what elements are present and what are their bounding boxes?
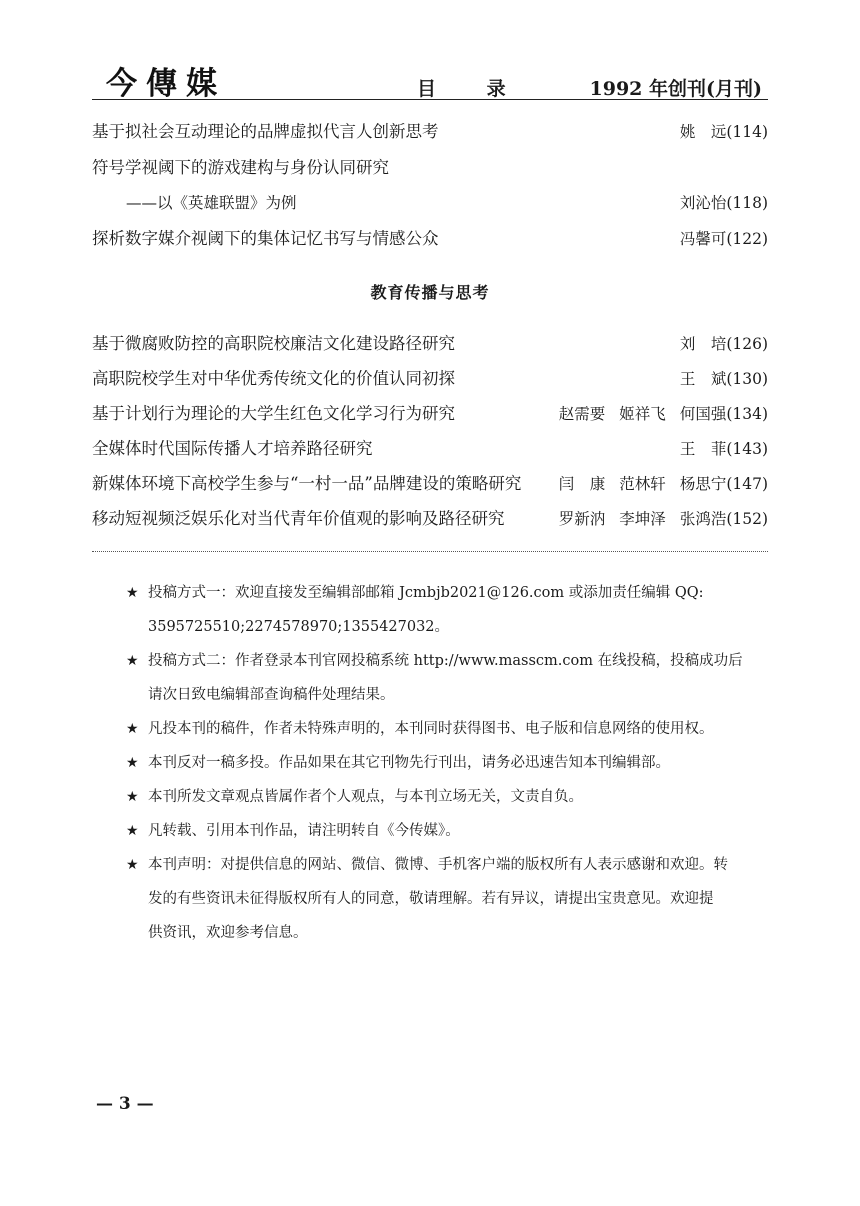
toc-entry-title: 移动短视频泛娱乐化对当代青年价值观的影响及路径研究: [92, 509, 505, 528]
toc-entry-author: 赵需要: [558, 405, 606, 423]
note-line: 本刊反对一稿多投。作品如果在其它刊物先行刊出，请务必迅速告知本刊编辑部。: [148, 755, 670, 771]
toc-entry-authors: [545, 472, 768, 496]
toc-entry-title: 新媒体环境下高校学生参与“一村一品”品牌建设的策略研究: [92, 474, 522, 493]
toc-entry-title: 符号学视阈下的游戏建构与身份认同研究: [92, 157, 389, 177]
toc-entry-author: 冯馨可(122): [679, 229, 768, 248]
note-item: [126, 712, 746, 746]
note-item: [126, 780, 746, 814]
page-header: [92, 58, 768, 102]
note-item: [126, 746, 746, 780]
toc-entry-title: 高职院校学生对中华优秀传统文化的价值认同初探: [92, 369, 455, 388]
toc-entry-authors: [666, 120, 768, 144]
toc-entry-title: 基于微腐败防控的高职院校廉洁文化建设路径研究: [92, 334, 455, 353]
star-icon: ★: [126, 857, 139, 873]
toc-entry: [92, 332, 768, 356]
toc-entry-title: 基于拟社会互动理论的品牌虚拟代言人创新思考: [92, 122, 439, 141]
note-item: [126, 848, 746, 950]
note-item: [126, 814, 746, 848]
toc-entry-title: 基于计划行为理论的大学生红色文化学习行为研究: [92, 404, 455, 423]
star-icon: ★: [126, 585, 139, 601]
toc-entry-authors: [545, 507, 768, 531]
toc-entry-authors: [666, 437, 768, 461]
toc-entry-author: 姚 远(114): [679, 123, 768, 141]
note-line: 本刊所发文章观点皆属作者个人观点，与本刊立场无关，文责自负。: [148, 789, 583, 805]
toc-entry: [92, 402, 768, 426]
note-item: [126, 576, 746, 644]
toc-entry-authors: [666, 367, 768, 391]
toc-entry-author: 杨思宁(147): [679, 475, 768, 493]
toc-entry: [92, 191, 768, 215]
toc-entry: [92, 120, 768, 144]
note-line: 凡转载、引用本刊作品，请注明转自《今传媒》。: [148, 823, 460, 839]
star-icon: ★: [126, 789, 139, 805]
toc-entry-author: 李坤泽: [619, 510, 666, 528]
toc-entry-title: 全媒体时代国际传播人才培养路径研究: [92, 439, 373, 458]
dotted-divider: [92, 551, 768, 552]
section-heading: 教育传播与思考: [370, 283, 490, 302]
note-item: [126, 644, 746, 712]
toc-entry-author: 张鸿浩(152): [679, 510, 768, 528]
toc-entry-author: 王 菲(143): [679, 440, 768, 458]
note-line: 3595725510;2274578970;1355427032。: [148, 619, 450, 635]
toc-entry-author: 姬祥飞: [619, 405, 666, 423]
note-line: 投稿方式一：欢迎直接发至编辑部邮箱 Jcmbjb2021@126.com 或添加责任编辑 QQ:: [148, 585, 704, 601]
star-icon: ★: [126, 653, 139, 669]
toc-entry-author: 罗新汭: [558, 510, 606, 528]
page-number: — 3 —: [96, 1094, 154, 1114]
toc-entry-author: 王 斌(130): [679, 370, 768, 388]
toc-entry-author: 范林轩: [619, 475, 666, 493]
toc-entry: [92, 367, 768, 391]
submission-notes: [126, 576, 746, 950]
toc-entry-authors: [666, 227, 768, 251]
toc-entry: [92, 227, 768, 251]
toc-entry: [92, 437, 768, 461]
note-line: 投稿方式二：作者登录本刊官网投稿系统 http://www.masscm.com 在线投稿，投稿成功后: [148, 653, 743, 669]
note-line: 本刊声明：对提供信息的网站、微信、微博、手机客户端的版权所有人表示感谢和欢迎。转: [148, 857, 728, 873]
toc-entry-authors: [666, 332, 768, 356]
star-icon: ★: [126, 755, 139, 771]
star-icon: ★: [126, 721, 139, 737]
journal-logo: 今傳媒: [106, 66, 226, 102]
note-line: 供资讯，欢迎参考信息。: [148, 925, 308, 941]
toc-entry-authors: [666, 191, 768, 215]
founded-note: 1992 年创刊(月刊): [589, 78, 762, 100]
note-line: 请次日致电编辑部查询稿件处理结果。: [148, 687, 395, 703]
toc-entry-authors: [545, 402, 768, 426]
toc-entry-author: 闫 康: [558, 475, 606, 493]
toc-entry-title: ——以《英雄联盟》为例: [126, 194, 297, 212]
note-line: 发的有些资讯未征得版权所有人的同意，敬请理解。若有异议，请提出宝贵意见。欢迎提: [148, 891, 714, 907]
star-icon: ★: [126, 823, 139, 839]
toc-entry: [92, 507, 768, 531]
note-line: 凡投本刊的稿件，作者未特殊声明的，本刊同时获得图书、电子版和信息网络的使用权。: [148, 721, 714, 737]
toc-entry-author: 刘 培(126): [679, 335, 768, 353]
toc-entry-title: 探析数字媒介视阈下的集体记忆书写与情感公众: [92, 228, 439, 248]
toc-entry: [92, 472, 768, 496]
header-rule: [92, 99, 768, 100]
toc-entry-author: 刘沁怡(118): [679, 194, 768, 212]
toc-entry-author: 何国强(134): [679, 405, 768, 423]
contents-heading: 目 录: [417, 78, 528, 100]
toc-entry: [92, 156, 768, 180]
